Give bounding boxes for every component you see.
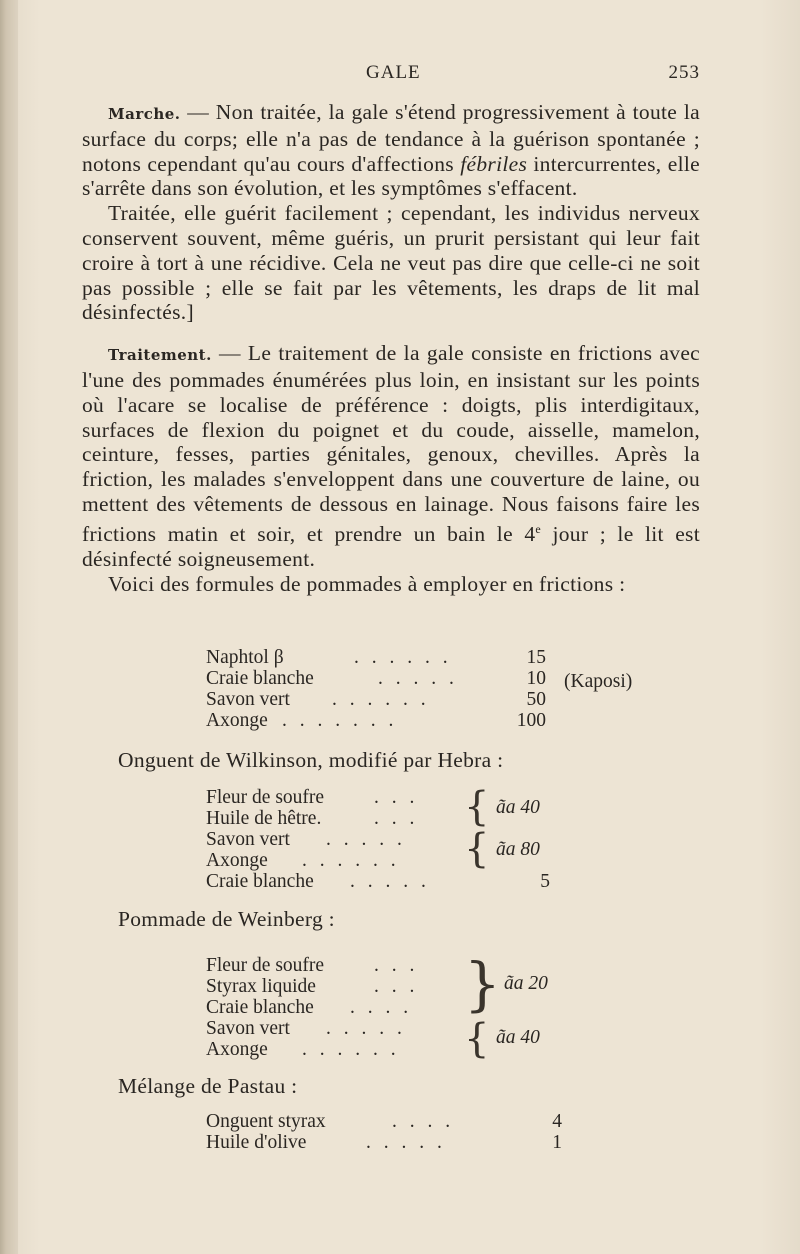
formula-kaposi <box>206 647 666 731</box>
leader-dots: . . . <box>374 808 419 829</box>
aa-quantity: ãa 20 <box>504 973 548 994</box>
formula-row <box>206 850 606 871</box>
ingredient-name: Axonge <box>206 1039 268 1060</box>
ingredient-name: Craie blanche <box>206 668 314 689</box>
leader-dots: . . . . <box>350 997 413 1018</box>
ingredient-quantity: 5 <box>540 871 550 892</box>
aa-quantity: ãa 40 <box>496 797 540 818</box>
brace-symbol: } <box>464 950 501 1018</box>
ingredient-name: Fleur de soufre <box>206 955 325 976</box>
leader-dots: . . . . . <box>378 668 458 689</box>
ingredient-name: Axonge <box>206 710 268 731</box>
formula-row <box>206 808 606 829</box>
formula-wilkinson <box>206 784 606 892</box>
body-text <box>82 100 700 596</box>
marche-italic: fébriles <box>460 151 528 176</box>
ingredient-quantity: 50 <box>526 689 546 710</box>
formula-row <box>206 689 666 710</box>
ingredient-quantity: 100 <box>516 710 546 731</box>
formula-row <box>206 1132 606 1153</box>
aa-quantity: ãa 80 <box>496 839 540 860</box>
leader-dots: . . . . . . <box>302 850 400 871</box>
brace-symbol: { <box>464 826 490 872</box>
marche-heading: Marche. <box>108 105 181 123</box>
formula-row <box>206 647 666 668</box>
leader-dots: . . . . . . <box>354 647 452 668</box>
wilkinson-title: Onguent de Wilkinson, modifié par Hebra : <box>118 748 504 772</box>
leader-dots: . . . . . <box>326 1018 406 1039</box>
ingredient-quantity: 1 <box>552 1132 562 1153</box>
leader-dots: . . . <box>374 976 419 997</box>
weinberg-title: Pommade de Weinberg : <box>118 907 335 931</box>
leader-dots: . . . <box>374 955 419 976</box>
traitement-text-end: jour ; le lit est désinfecté soigneusement. <box>82 521 700 571</box>
marche-text-end: intercurrentes, elle s'arrête dans son évolution, et les symptômes s'effacent. <box>82 151 700 201</box>
formula-row <box>206 1018 606 1039</box>
ingredient-name: Savon vert <box>206 1018 290 1039</box>
brace-symbol: { <box>464 784 490 830</box>
running-title: GALE <box>366 62 421 83</box>
leader-dots: . . . <box>374 787 419 808</box>
ingredient-name: Savon vert <box>206 829 290 850</box>
leader-dots: . . . . . . <box>302 1039 400 1060</box>
formula-row <box>206 787 606 808</box>
pastau-title: Mélange de Pastau : <box>118 1074 298 1098</box>
ingredient-name: Craie blanche <box>206 997 314 1018</box>
aa-quantity: ãa 40 <box>496 1027 540 1048</box>
page-spine-shadow <box>0 0 18 1254</box>
formula-pastau <box>206 1111 606 1153</box>
formula-row <box>206 871 606 892</box>
running-header <box>80 62 700 86</box>
source-note: (Kaposi) <box>564 671 633 692</box>
traitement-text: — Le traitement de la gale consiste en frictions avec l'une des pommades énumérées plus loin, en insistant sur les points où l'acare se localise de préférence : doigts, plis interdigitaux, surfaces de flexion du poignet et du coude, aisselle, mamelon, ceinture, fesses, parties génitales, genoux, chevilles. Après la friction, les malades s'enveloppent dans une couverture de laine, ou mettent des vêtements de dessous en lainage. Nous faisons faire les frictions matin et soir, et prendre un bain le 4 <box>82 341 700 546</box>
ingredient-name: Craie blanche <box>206 871 314 892</box>
formula-row <box>206 1111 606 1132</box>
leader-dots: . . . . <box>392 1111 455 1132</box>
ingredient-name: Naphtol β <box>206 647 284 668</box>
traitee-paragraph: Traitée, elle guérit facilement ; cependant, les individus nerveux conservent souvent, même guéris, un prurit persistant qui leur fait croire à tort à une récidive. Cela ne veut pas dire que celle-ci ne soit pas possible ; elle se fait par les vêtements, les draps de lit mal désinfectés.] <box>82 201 700 325</box>
leader-dots: . . . . . <box>326 829 406 850</box>
ingredient-quantity: 10 <box>526 668 546 689</box>
page-number: 253 <box>668 62 700 83</box>
formula-row <box>206 710 666 731</box>
ingredient-name: Onguent styrax <box>206 1111 326 1132</box>
marche-paragraph <box>82 100 700 201</box>
brace-symbol: { <box>464 1016 490 1062</box>
leader-dots: . . . . . . <box>332 689 430 710</box>
formula-row <box>206 1039 606 1060</box>
marche-text: — Non traitée, la gale s'étend progressivement à toute la surface du corps; elle n'a pas de tendance à la guérison spontanée ; notons cependant qu'au cours d'affections <box>82 100 700 176</box>
formulas-intro: Voici des formules de pommades à employer en frictions : <box>108 571 626 596</box>
ingredient-name: Axonge <box>206 850 268 871</box>
formula-row <box>206 829 606 850</box>
ingredient-quantity: 15 <box>526 647 546 668</box>
ingredient-name: Styrax liquide <box>206 976 316 997</box>
formula-weinberg <box>206 950 606 1062</box>
leader-dots: . . . . . . . <box>282 710 398 731</box>
ingredient-quantity: 4 <box>552 1111 562 1132</box>
ingredient-name: Fleur de soufre <box>206 787 325 808</box>
traitement-sup: e <box>535 521 542 536</box>
ingredient-name: Huile d'olive <box>206 1132 307 1153</box>
traitement-paragraph <box>82 341 700 571</box>
traitement-heading: Traitement. <box>108 346 212 365</box>
ingredient-name: Huile de hêtre. <box>206 808 322 829</box>
ingredient-name: Savon vert <box>206 689 290 710</box>
leader-dots: . . . . . <box>366 1132 446 1153</box>
leader-dots: . . . . . <box>350 871 430 892</box>
formula-row <box>206 997 606 1018</box>
